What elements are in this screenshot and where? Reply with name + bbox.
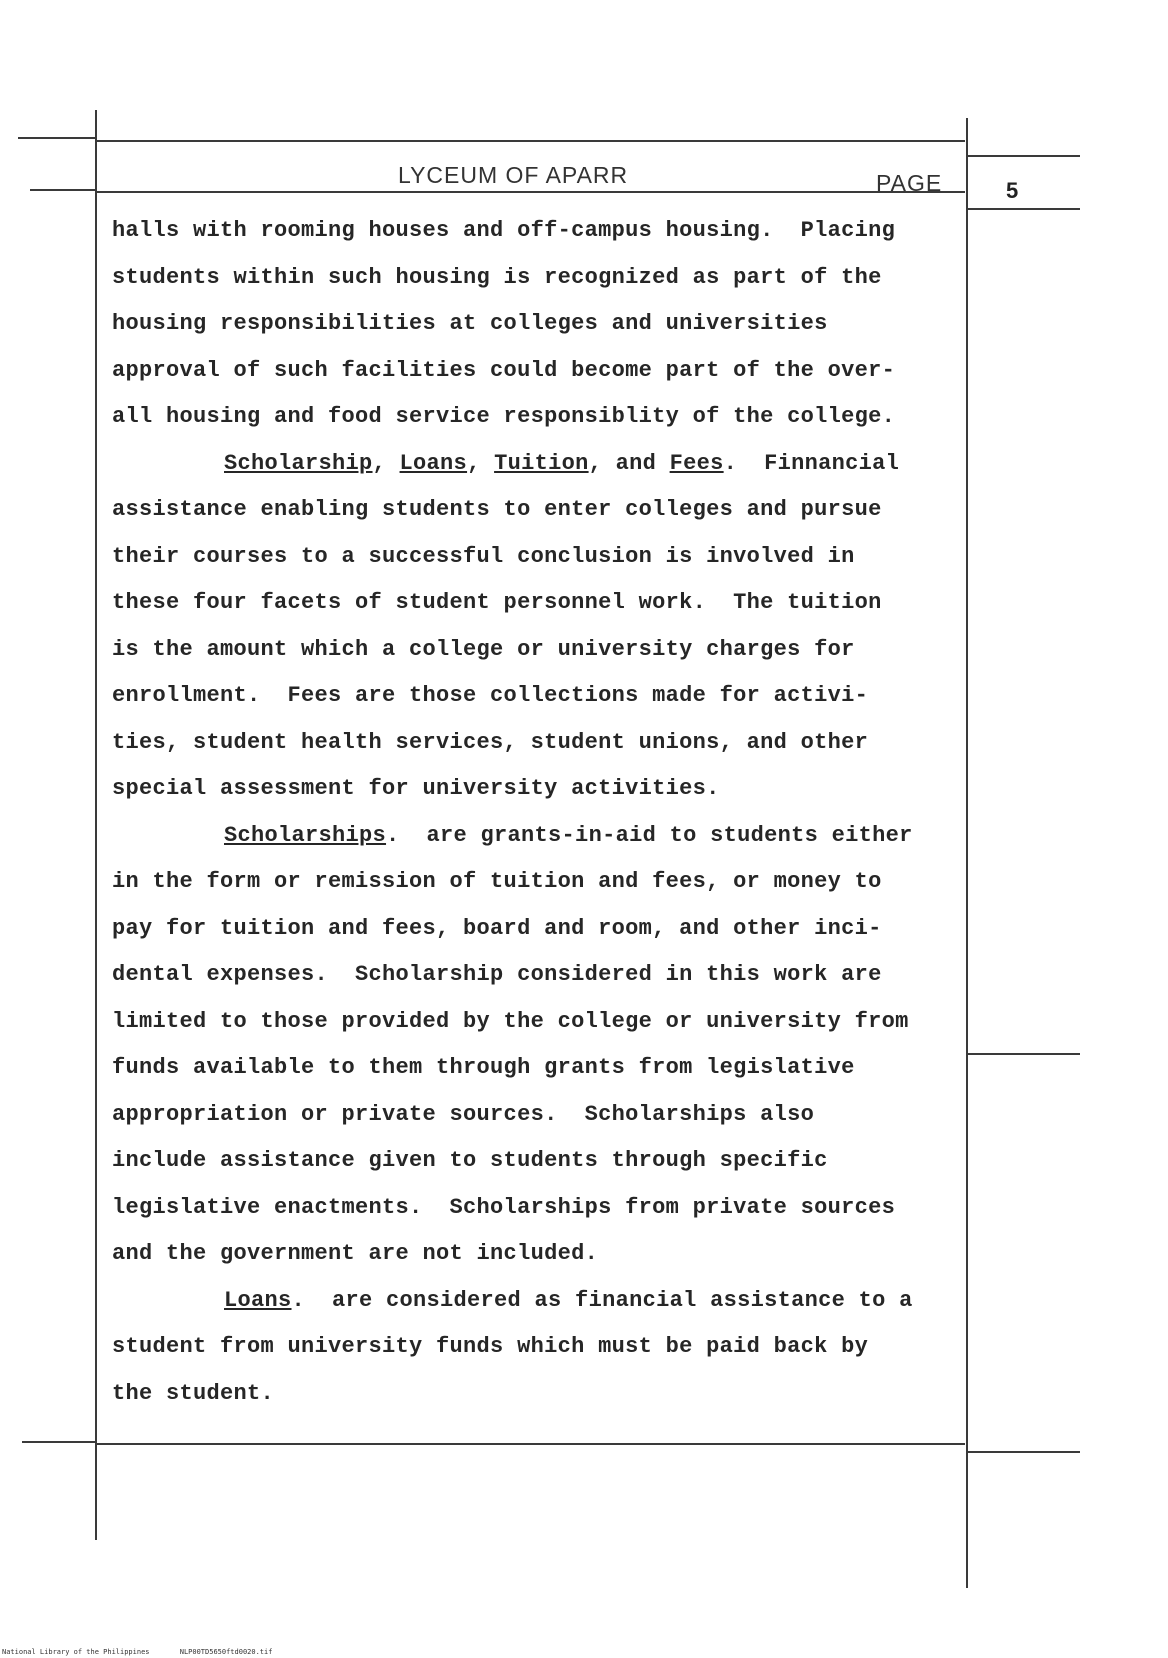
heading-separator: ,	[372, 450, 400, 476]
text-line: legislative enactments. Scholarships from private sources	[112, 1194, 896, 1220]
margin-rule-bottom	[968, 1451, 1080, 1453]
text-line: student from university funds which must be paid back by	[112, 1334, 869, 1359]
bottom-rule-left-stub	[22, 1441, 96, 1443]
heading-scholarship: Scholarship	[224, 450, 373, 476]
bottom-rule-main	[97, 1443, 965, 1445]
text-line: dental expenses. Scholarship considered in this work are	[112, 962, 882, 987]
heading-scholarships: Scholarships	[224, 822, 387, 848]
margin-rule-header	[968, 208, 1080, 210]
header-underline-left-stub	[30, 189, 96, 191]
text-line: approval of such facilities could become part of the over-	[112, 357, 896, 383]
text-line: ties, student health services, student unions, and other	[112, 729, 869, 755]
text-line: all housing and food service responsiblity of the college.	[112, 404, 896, 429]
heading-separator: , and	[588, 450, 670, 476]
section-heading-line	[112, 441, 972, 488]
text-line: assistance enabling students to enter colleges and pursue	[112, 497, 882, 522]
text-line: in the form or remission of tuition and fees, or money to	[112, 869, 882, 894]
heading-separator: ,	[467, 450, 495, 476]
text-line: halls with rooming houses and off-campus housing. Placing	[112, 218, 896, 243]
margin-rule-middle	[968, 1053, 1080, 1055]
header-title: LYCEUM OF APARR	[398, 162, 629, 188]
top-rule-left-stub	[18, 137, 96, 139]
text-line: their courses to a successful conclusion is involved in	[112, 543, 855, 569]
text-line: is the amount which a college or university charges for	[112, 636, 855, 662]
text-line: appropriation or private sources. Scholarships also	[112, 1101, 815, 1127]
heading-loans: Loans	[399, 450, 468, 476]
section-heading-line	[112, 1278, 972, 1325]
heading-loans-paragraph: Loans	[224, 1287, 292, 1313]
text-line: housing responsibilities at colleges and universities	[112, 311, 828, 336]
footer-file: NLP00TD5650ftd0020.tif	[179, 1648, 273, 1656]
heading-tuition: Tuition	[494, 450, 589, 476]
section-heading-line	[112, 813, 972, 860]
body-text	[112, 208, 972, 1417]
text-line: limited to those provided by the college or university from	[112, 1008, 909, 1034]
text-line: special assessment for university activities.	[112, 776, 720, 801]
heading-fees: Fees	[669, 450, 724, 476]
text-line: and the government are not included.	[112, 1241, 599, 1266]
text-line: funds available to them through grants from legislative	[112, 1055, 855, 1080]
header-page-label: PAGE	[876, 170, 943, 196]
top-rule-main	[97, 140, 965, 142]
heading-line-rest: . Finnancial	[723, 450, 900, 476]
text-line: students within such housing is recognized as part of the	[112, 264, 882, 290]
footer-library: National Library of the Philippines	[2, 1648, 150, 1656]
text-line: these four facets of student personnel work. The tuition	[112, 590, 882, 615]
text-line: enrollment. Fees are those collections made for activi-	[112, 683, 869, 708]
page-number: 5	[1006, 178, 1019, 203]
text-line: pay for tuition and fees, board and room, and other inci-	[112, 915, 882, 941]
scan-footer	[2, 1648, 298, 1656]
margin-rule-top	[968, 155, 1080, 157]
text-line: include assistance given to students through specific	[112, 1148, 828, 1173]
text-line: the student.	[112, 1380, 275, 1406]
heading-line-rest: . are considered as financial assistance to a	[291, 1287, 913, 1313]
left-margin-rule	[95, 110, 97, 1540]
header-underline	[97, 191, 965, 193]
heading-line-rest: . are grants-in-aid to students either	[386, 822, 913, 848]
